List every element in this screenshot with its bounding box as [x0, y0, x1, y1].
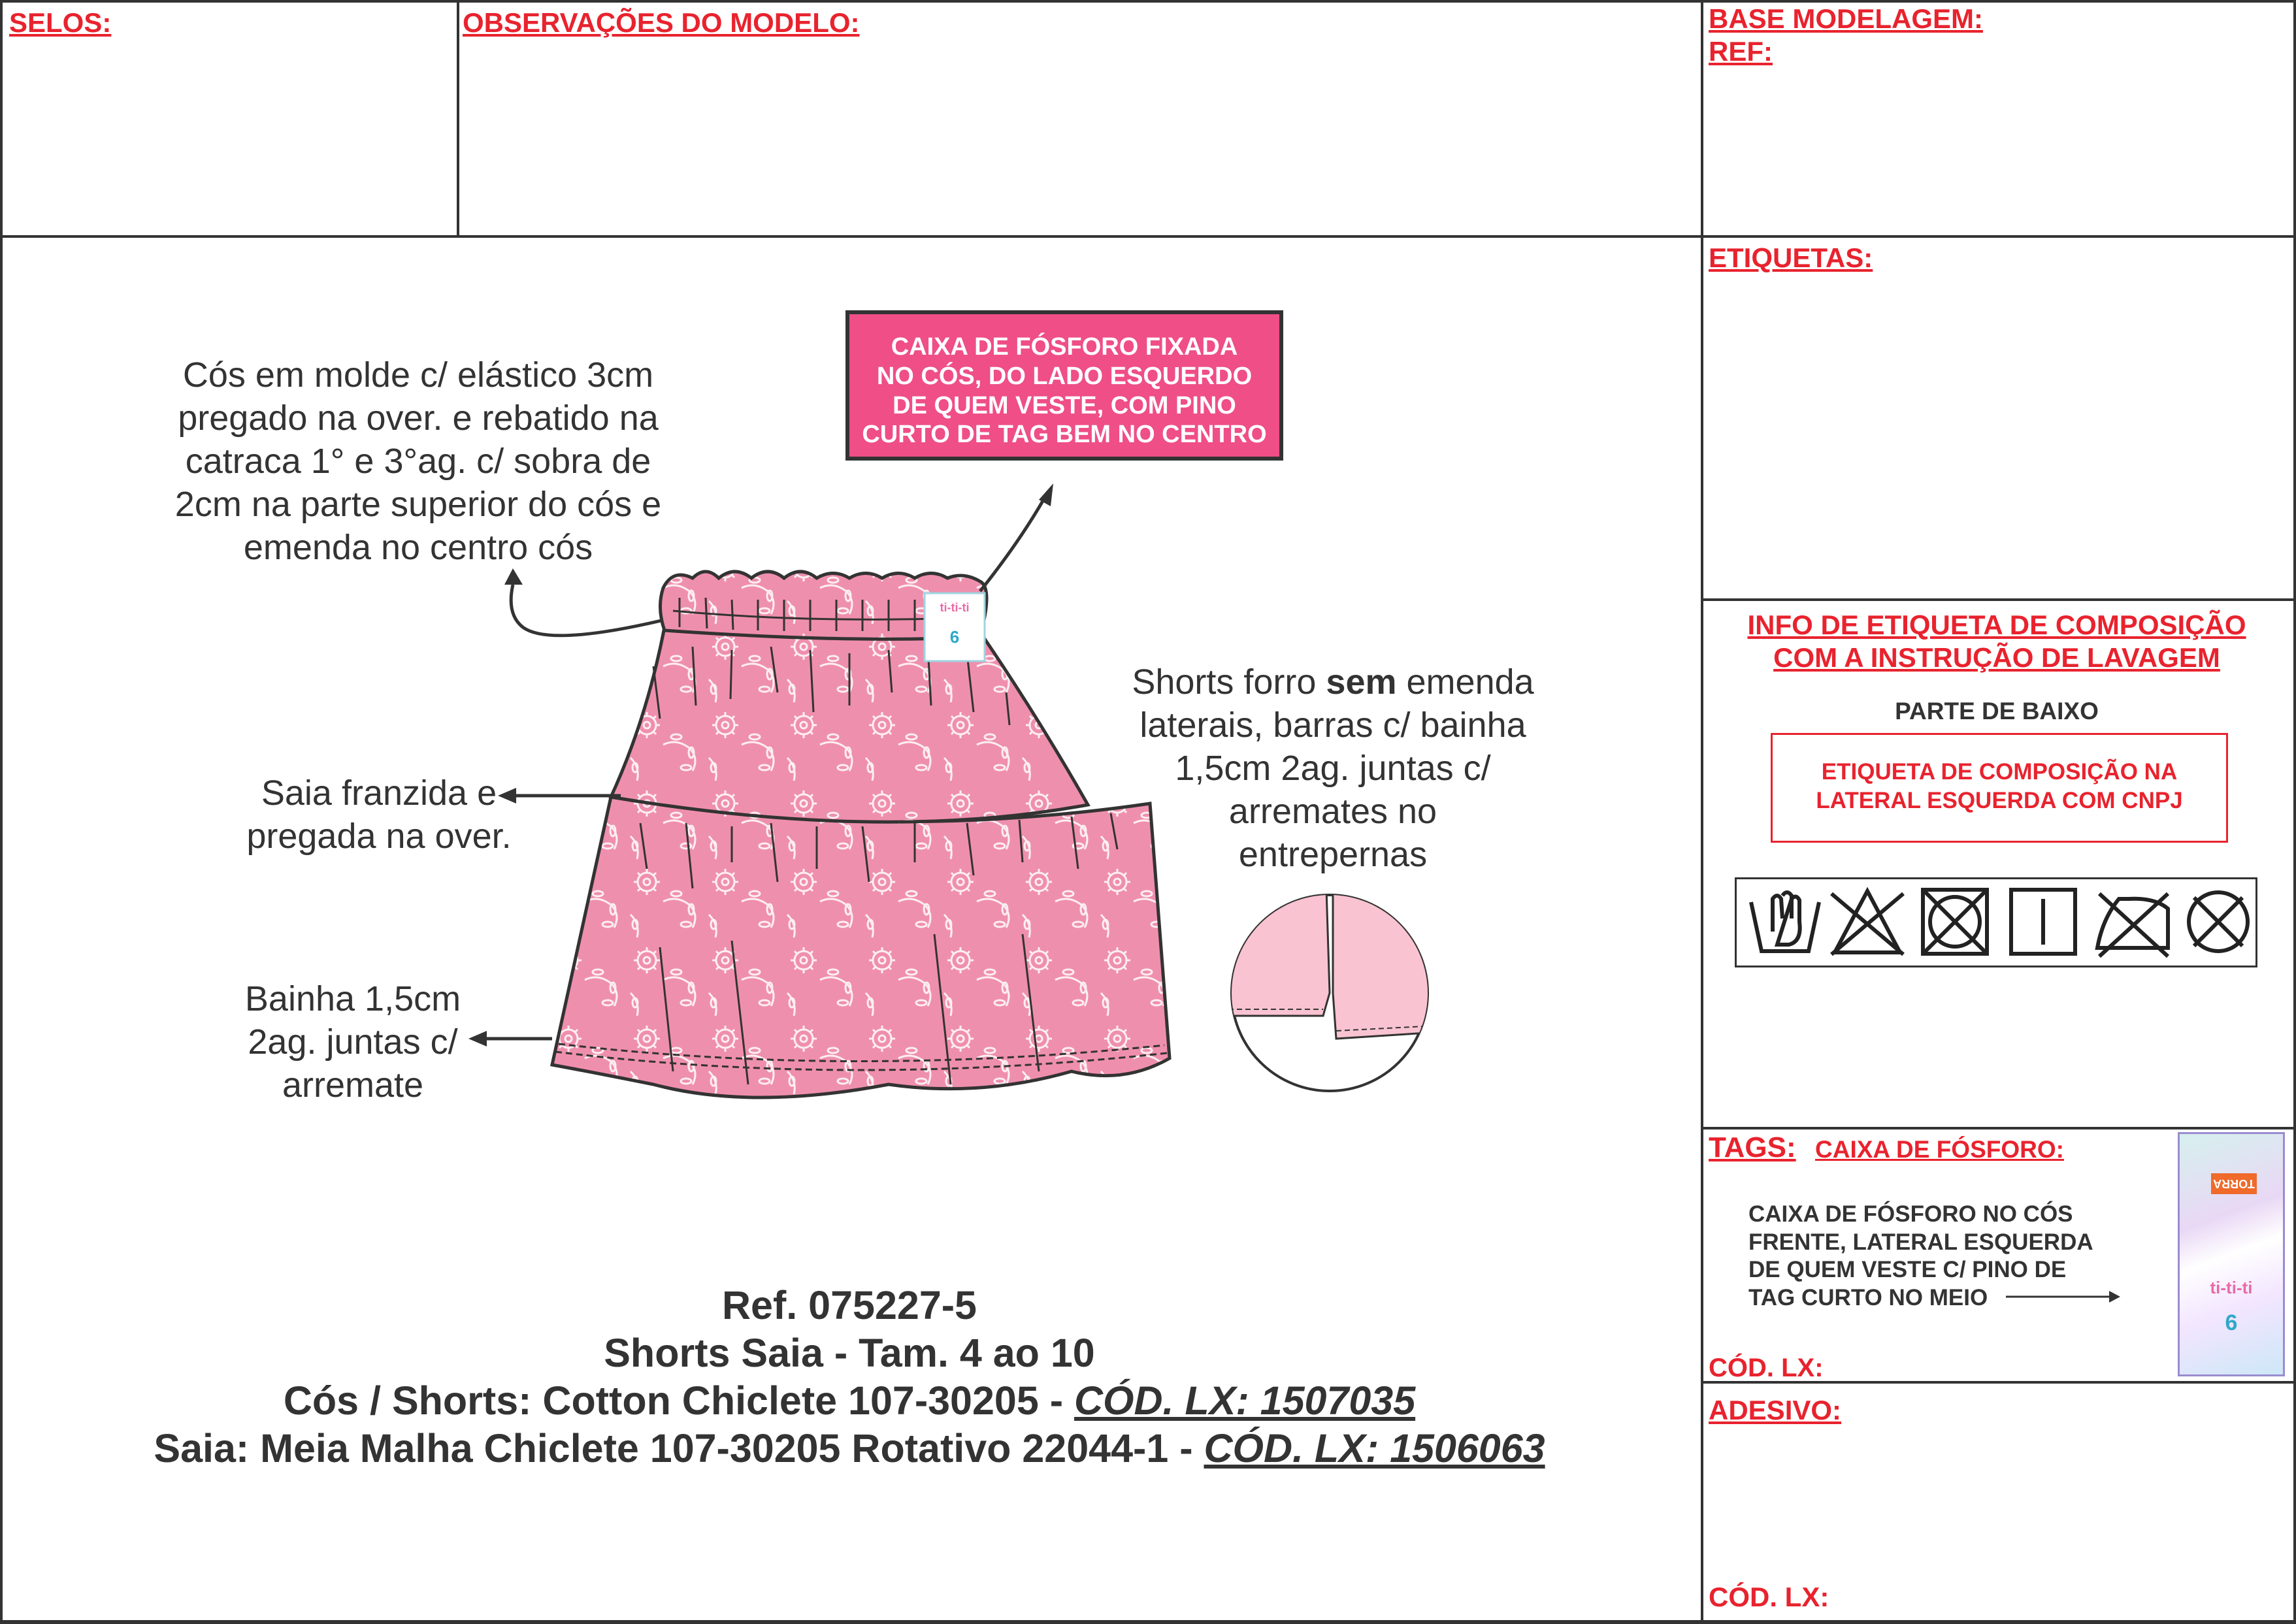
note-shorts-line2: laterais, barras c/ bainha: [1140, 705, 1526, 745]
size-label-logo: ti-ti-ti: [940, 601, 970, 614]
callout-line1: CAIXA DE FÓSFORO FIXADA: [891, 333, 1238, 361]
info-divider: [1701, 1127, 2296, 1129]
tag-note-arrow: [2006, 1287, 2124, 1307]
tags-label: TAGS:: [1709, 1131, 1796, 1163]
parte-de-baixo-label: PARTE DE BAIXO: [1895, 698, 2099, 724]
hang-tag-logo: ti-ti-ti: [2210, 1278, 2253, 1297]
note-shorts-line4: arremates no: [1228, 791, 1437, 831]
note-cos-line5: emenda no centro cós: [243, 527, 593, 567]
base-modelagem-label: BASE MODELAGEM:: [1709, 3, 1983, 34]
lining-detail-circle: [1228, 888, 1437, 1091]
note-shorts-bold: sem: [1326, 662, 1397, 702]
line-dry-icon: [2011, 890, 2075, 954]
note-shorts-pre: Shorts forro: [1132, 662, 1326, 702]
cod-lx-adesivo-label: CÓD. LX:: [1709, 1582, 1829, 1612]
no-dry-clean-icon: [2189, 892, 2248, 951]
comp-line1: ETIQUETA DE COMPOSIÇÃO NA: [1821, 759, 2178, 785]
note-bainha-line1: Bainha 1,5cm: [244, 979, 461, 1018]
size-label-size: 6: [949, 627, 960, 647]
note-cos-line4: 2cm na parte superior do cós e: [174, 484, 662, 524]
product-ref: Ref. 075227-5: [722, 1283, 977, 1327]
product-cos-text: Cós / Shorts: Cotton Chiclete 107-30205 -: [283, 1378, 1074, 1423]
observacoes-label: OBSERVAÇÕES DO MODELO:: [463, 7, 860, 38]
product-cos-code: CÓD. LX: 1507035: [1074, 1378, 1416, 1423]
note-cos-line1: Cós em molde c/ elástico 3cm: [182, 355, 654, 395]
note-shorts-post: emenda: [1396, 662, 1534, 702]
hang-tag: [2178, 1132, 2285, 1376]
no-tumble-dry-icon: [1923, 890, 1987, 954]
product-saia-code: CÓD. LX: 1506063: [1204, 1426, 1545, 1470]
hang-tag-brand: TORRA: [2211, 1173, 2257, 1194]
note-cos-line3: catraca 1° e 3°ag. c/ sobra de: [185, 441, 651, 481]
ref-label: REF:: [1709, 36, 1773, 67]
skirt-shape: [552, 572, 1170, 1097]
callout-line4: CURTO DE TAG BEM NO CENTRO: [862, 421, 1267, 449]
callout-line2: NO CÓS, DO LADO ESQUERDO: [876, 362, 1253, 390]
product-saia: [0, 1425, 1699, 1471]
composition-label-box: [1771, 733, 2228, 843]
hand-wash-icon: [1751, 892, 1819, 951]
info-title-line1: INFO DE ETIQUETA DE COMPOSIÇÃO: [1747, 609, 2246, 640]
note-bainha-line2: 2ag. juntas c/: [248, 1022, 458, 1062]
tag-note-line1: CAIXA DE FÓSFORO NO CÓS: [1748, 1201, 2073, 1227]
product-cos: [0, 1378, 1699, 1423]
note-saia-line2: pregada na over.: [246, 816, 512, 856]
etiquetas-divider: [1701, 598, 2296, 601]
cod-lx-tags-label: CÓD. LX:: [1709, 1354, 1824, 1382]
info-title-line2: COM A INSTRUÇÃO DE LAVAGEM: [1773, 642, 2220, 673]
frame-bottom: [0, 1620, 2296, 1624]
product-saia-text: Saia: Meia Malha Chiclete 107-30205 Rotativo 22044-1 -: [154, 1426, 1204, 1470]
hang-tag-size: 6: [2225, 1310, 2238, 1335]
care-symbols-svg: [1737, 879, 2255, 966]
caixa-fosforo-label: CAIXA DE FÓSFORO:: [1815, 1136, 2064, 1163]
care-symbols: [1735, 877, 2257, 967]
tag-note-line3: DE QUEM VESTE C/ PINO DE: [1748, 1257, 2067, 1283]
note-bainha-line3: arremate: [282, 1065, 424, 1105]
no-iron-icon: [2097, 894, 2168, 956]
selos-label: SELOS:: [9, 7, 112, 38]
no-bleach-icon: [1831, 891, 1903, 954]
etiquetas-label: ETIQUETAS:: [1709, 242, 1873, 273]
tag-note-line2: FRENTE, LATERAL ESQUERDA: [1748, 1229, 2093, 1255]
note-shorts-line5: entrepernas: [1238, 834, 1428, 874]
note-saia-line1: Saia franzida e: [261, 773, 497, 813]
product-name: Shorts Saia - Tam. 4 ao 10: [604, 1331, 1095, 1375]
callout-line3: DE QUEM VESTE, COM PINO: [893, 391, 1236, 419]
comp-line2: LATERAL ESQUERDA COM CNPJ: [1816, 787, 2183, 813]
tag-note-line4-text: TAG CURTO NO MEIO: [1748, 1285, 1988, 1311]
adesivo-label: ADESIVO:: [1709, 1395, 1842, 1425]
note-cos-line2: pregado na over. e rebatido na: [178, 398, 659, 438]
note-shorts-line3: 1,5cm 2ag. juntas c/: [1175, 748, 1491, 788]
